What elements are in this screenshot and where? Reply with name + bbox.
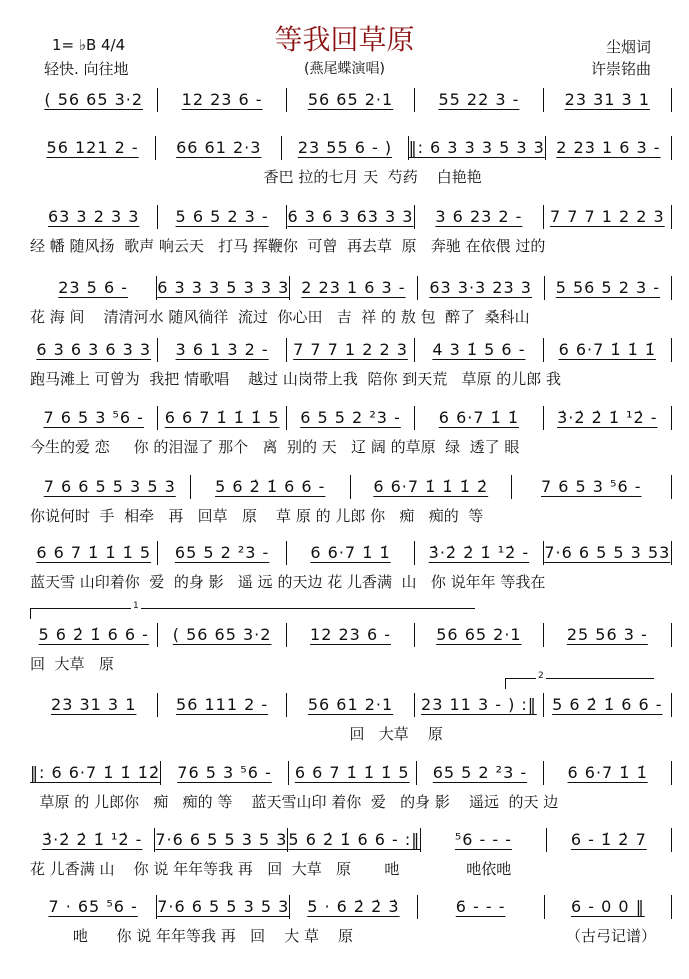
measure: 6 - 0 0 ‖ [545, 895, 672, 919]
notation-line [30, 338, 672, 362]
notation-line [30, 895, 672, 919]
measure: 6 6 7 1̇ 1̇ 1̇ 5 [158, 406, 286, 430]
measure: 7 6 6 5 5 3 5 3 [30, 475, 191, 499]
measure: 5 6 2̇ 1̇ 6 6 - [544, 693, 672, 717]
measure: ‖: 6 6·7 1̇ 1̇ 1̇2̇ [30, 761, 161, 785]
measure: ‖: 6 3 3 3 5 3 3 [409, 136, 546, 160]
measure: 76 5 3 ⁵6 - [161, 761, 289, 785]
measure: 2 23 1 6 3 - [290, 276, 417, 300]
lyrics-line: 香巴 拉的七月 天 芍药 白艳艳 [30, 168, 482, 186]
notation-line [30, 761, 672, 785]
measure: 5 6 2̇ 1̇ 6 6 - [191, 475, 352, 499]
measure: 6 6·7 1̇ 1̇ [544, 761, 672, 785]
notation-line [30, 88, 672, 112]
notation-line [30, 136, 672, 160]
measure: 5 6 5 2 3 - [158, 205, 286, 229]
lyrics-line: 蓝天雪 山印着你 爱 的身 影 遥 远 的天边 花 儿香满 山 你 说年年 等我在 [30, 573, 546, 591]
measure: 12 23 6 - [158, 88, 286, 112]
lyrics-line: 草原 的 儿郎你 痴 痴的 等 蓝天雪山印 着你 爱 的身 影 遥远 的天 边 [30, 793, 559, 811]
volta-1-label: 1 [133, 601, 139, 611]
measure: 3̇·2̇ 2̇ 1̇ ¹2̇ - [415, 541, 543, 565]
measure: 7·6 6 5 5 3 5 3 [157, 895, 290, 919]
measure: 23 31 3 1 [30, 693, 158, 717]
measure: 5 · 6 2̇ 2̇ 3̇ [290, 895, 417, 919]
measure: 4 3 1̇ 5 6 - [415, 338, 543, 362]
measure: 56 121 2 - [30, 136, 156, 160]
measure: 5 6 2̇ 1̇ 6 6 - [30, 623, 158, 647]
lyrics-line: 跑马滩上 可曾为 我把 情歌唱 越过 山岗带上我 陪你 到天荒 草原 的儿郎 我 [30, 370, 562, 388]
measure: 25 56 3 - [544, 623, 672, 647]
notation-line [30, 475, 672, 499]
notation-line [30, 205, 672, 229]
song-title: 等我回草原 [274, 23, 415, 56]
lyrics-line: 吔 你 说 年年等我 再 回 大 草 原 [30, 927, 354, 945]
measure: 6 5 5 2 ²3 - [287, 406, 415, 430]
notation-line [30, 276, 672, 300]
notation-line [30, 693, 672, 717]
measure: 66 61 2·3 [156, 136, 282, 160]
lyrics-line: 花 儿香满 山 你 说 年年等我 再 回 大草 原 吔 吔依吔 [30, 860, 512, 878]
measure: 6 6 7 1̇ 1̇ 1̇ 5 [289, 761, 417, 785]
measure: 6 6 7 1̇ 1̇ 1̇ 5 [30, 541, 158, 565]
measure: ( 56 65 3·2 [158, 623, 286, 647]
measure: 12 23 6 - [287, 623, 415, 647]
volta-1 [30, 601, 475, 619]
measure: 55 22 3 - [415, 88, 543, 112]
measure: 23 55 6 - ) [282, 136, 408, 160]
key-signature: 1= ♭B 4/4 [52, 36, 126, 54]
measure: 65 5 2 ²3 - [158, 541, 286, 565]
measure: 6 - - - [418, 895, 545, 919]
measure: 6 3 6 3 6 3 3 [30, 338, 158, 362]
volta-2 [505, 671, 654, 689]
measure: 56 65 2·1 [287, 88, 415, 112]
measure: 7 · 65 ⁵6 - [30, 895, 157, 919]
lyrics-line: 今生的爱 恋 你 的泪湿了 那个 离 别的 天 辽 阔 的草原 绿 透了 眼 [30, 438, 520, 456]
measure: 56 65 2·1 [415, 623, 543, 647]
measure: 3̇·2̇ 2̇ 1̇ ¹2̇ - [30, 828, 155, 852]
measure: 7 7 7 1 2 2 3 [544, 205, 672, 229]
measure: 63 3·3 23 3 [418, 276, 545, 300]
notation-line [30, 828, 672, 852]
transcriber-credit: （古弓记谱） [566, 927, 657, 945]
tempo-marking: 轻快. 向往地 [44, 60, 129, 78]
measure: 2 23 1 6 3 - [546, 136, 672, 160]
volta-2-label: 2 [538, 671, 544, 681]
measure: 23 31 3 1 [544, 88, 672, 112]
lyricist: 尘烟词 [605, 38, 651, 56]
composer: 许崇铭曲 [590, 60, 651, 78]
measure: 6 6·7 1̇ 1̇ [287, 541, 415, 565]
measure: 5 6 2̇ 1̇ 6 6 - :‖ [288, 828, 421, 852]
measure: 6 3 6 3 63 3 3 [287, 205, 415, 229]
measure: 7 6 5 3 ⁵6 - [30, 406, 158, 430]
measure: 7 6 5 3 ⁵6 - [512, 475, 673, 499]
measure: 7 7 7 1 2 2 3 [287, 338, 415, 362]
measure: 63 3 2 3 3 [30, 205, 158, 229]
measure: 3 6 1 3 2 - [158, 338, 286, 362]
measure: 7·6 6 5 5 3 53 [544, 541, 672, 565]
measure: 6 3 3 3 5 3 3 3 [157, 276, 290, 300]
measure: 3 6 23 2 - [415, 205, 543, 229]
lyrics-line: 回 大草 原 [30, 655, 114, 673]
measure: 6 - 1̇ 2̇ 7 [547, 828, 672, 852]
singer: (燕尾蝶演唱) [304, 61, 385, 77]
lyrics-line: 经 幡 随风扬 歌声 响云天 打马 挥鞭你 可曾 再去草 原 奔驰 在依偎 过的 [30, 237, 546, 255]
measure: 23 5 6 - [30, 276, 157, 300]
lyrics-line: 回 大草 原 [30, 725, 443, 743]
measure: 6 6·7 1̇ 1̇ 1̇ [544, 338, 672, 362]
measure: 6 6·7 1̇ 1̇ [415, 406, 543, 430]
lyrics-line: 花 海 间 清清河水 随风徜徉 流过 你心田 吉 祥 的 敖 包 醉了 桑科山 [30, 308, 530, 326]
lyrics-line: 你说何时 手 相牵 再 回草 原 草 原 的 儿郎 你 痴 痴的 等 [30, 507, 484, 525]
notation-line [30, 541, 672, 565]
notation-line [30, 623, 672, 647]
measure: ⁵6 - - - [421, 828, 546, 852]
measure: 56 61 2·1 [287, 693, 415, 717]
measure: 23 11 3 - ) :‖ [415, 693, 543, 717]
measure: 5 56 5 2 3 - [545, 276, 672, 300]
measure: ( 56 65 3·2 [30, 88, 158, 112]
measure: 3̇·2̇ 2̇ 1̇ ¹2̇ - [544, 406, 672, 430]
measure: 65 5 2 ²3 - [417, 761, 545, 785]
measure: 6 6·7 1̇ 1̇ 1̇ 2̇ [351, 475, 512, 499]
notation-line [30, 406, 672, 430]
measure: 56 111 2 - [158, 693, 286, 717]
measure: 7·6 6 5 5 3 5 3 [155, 828, 288, 852]
